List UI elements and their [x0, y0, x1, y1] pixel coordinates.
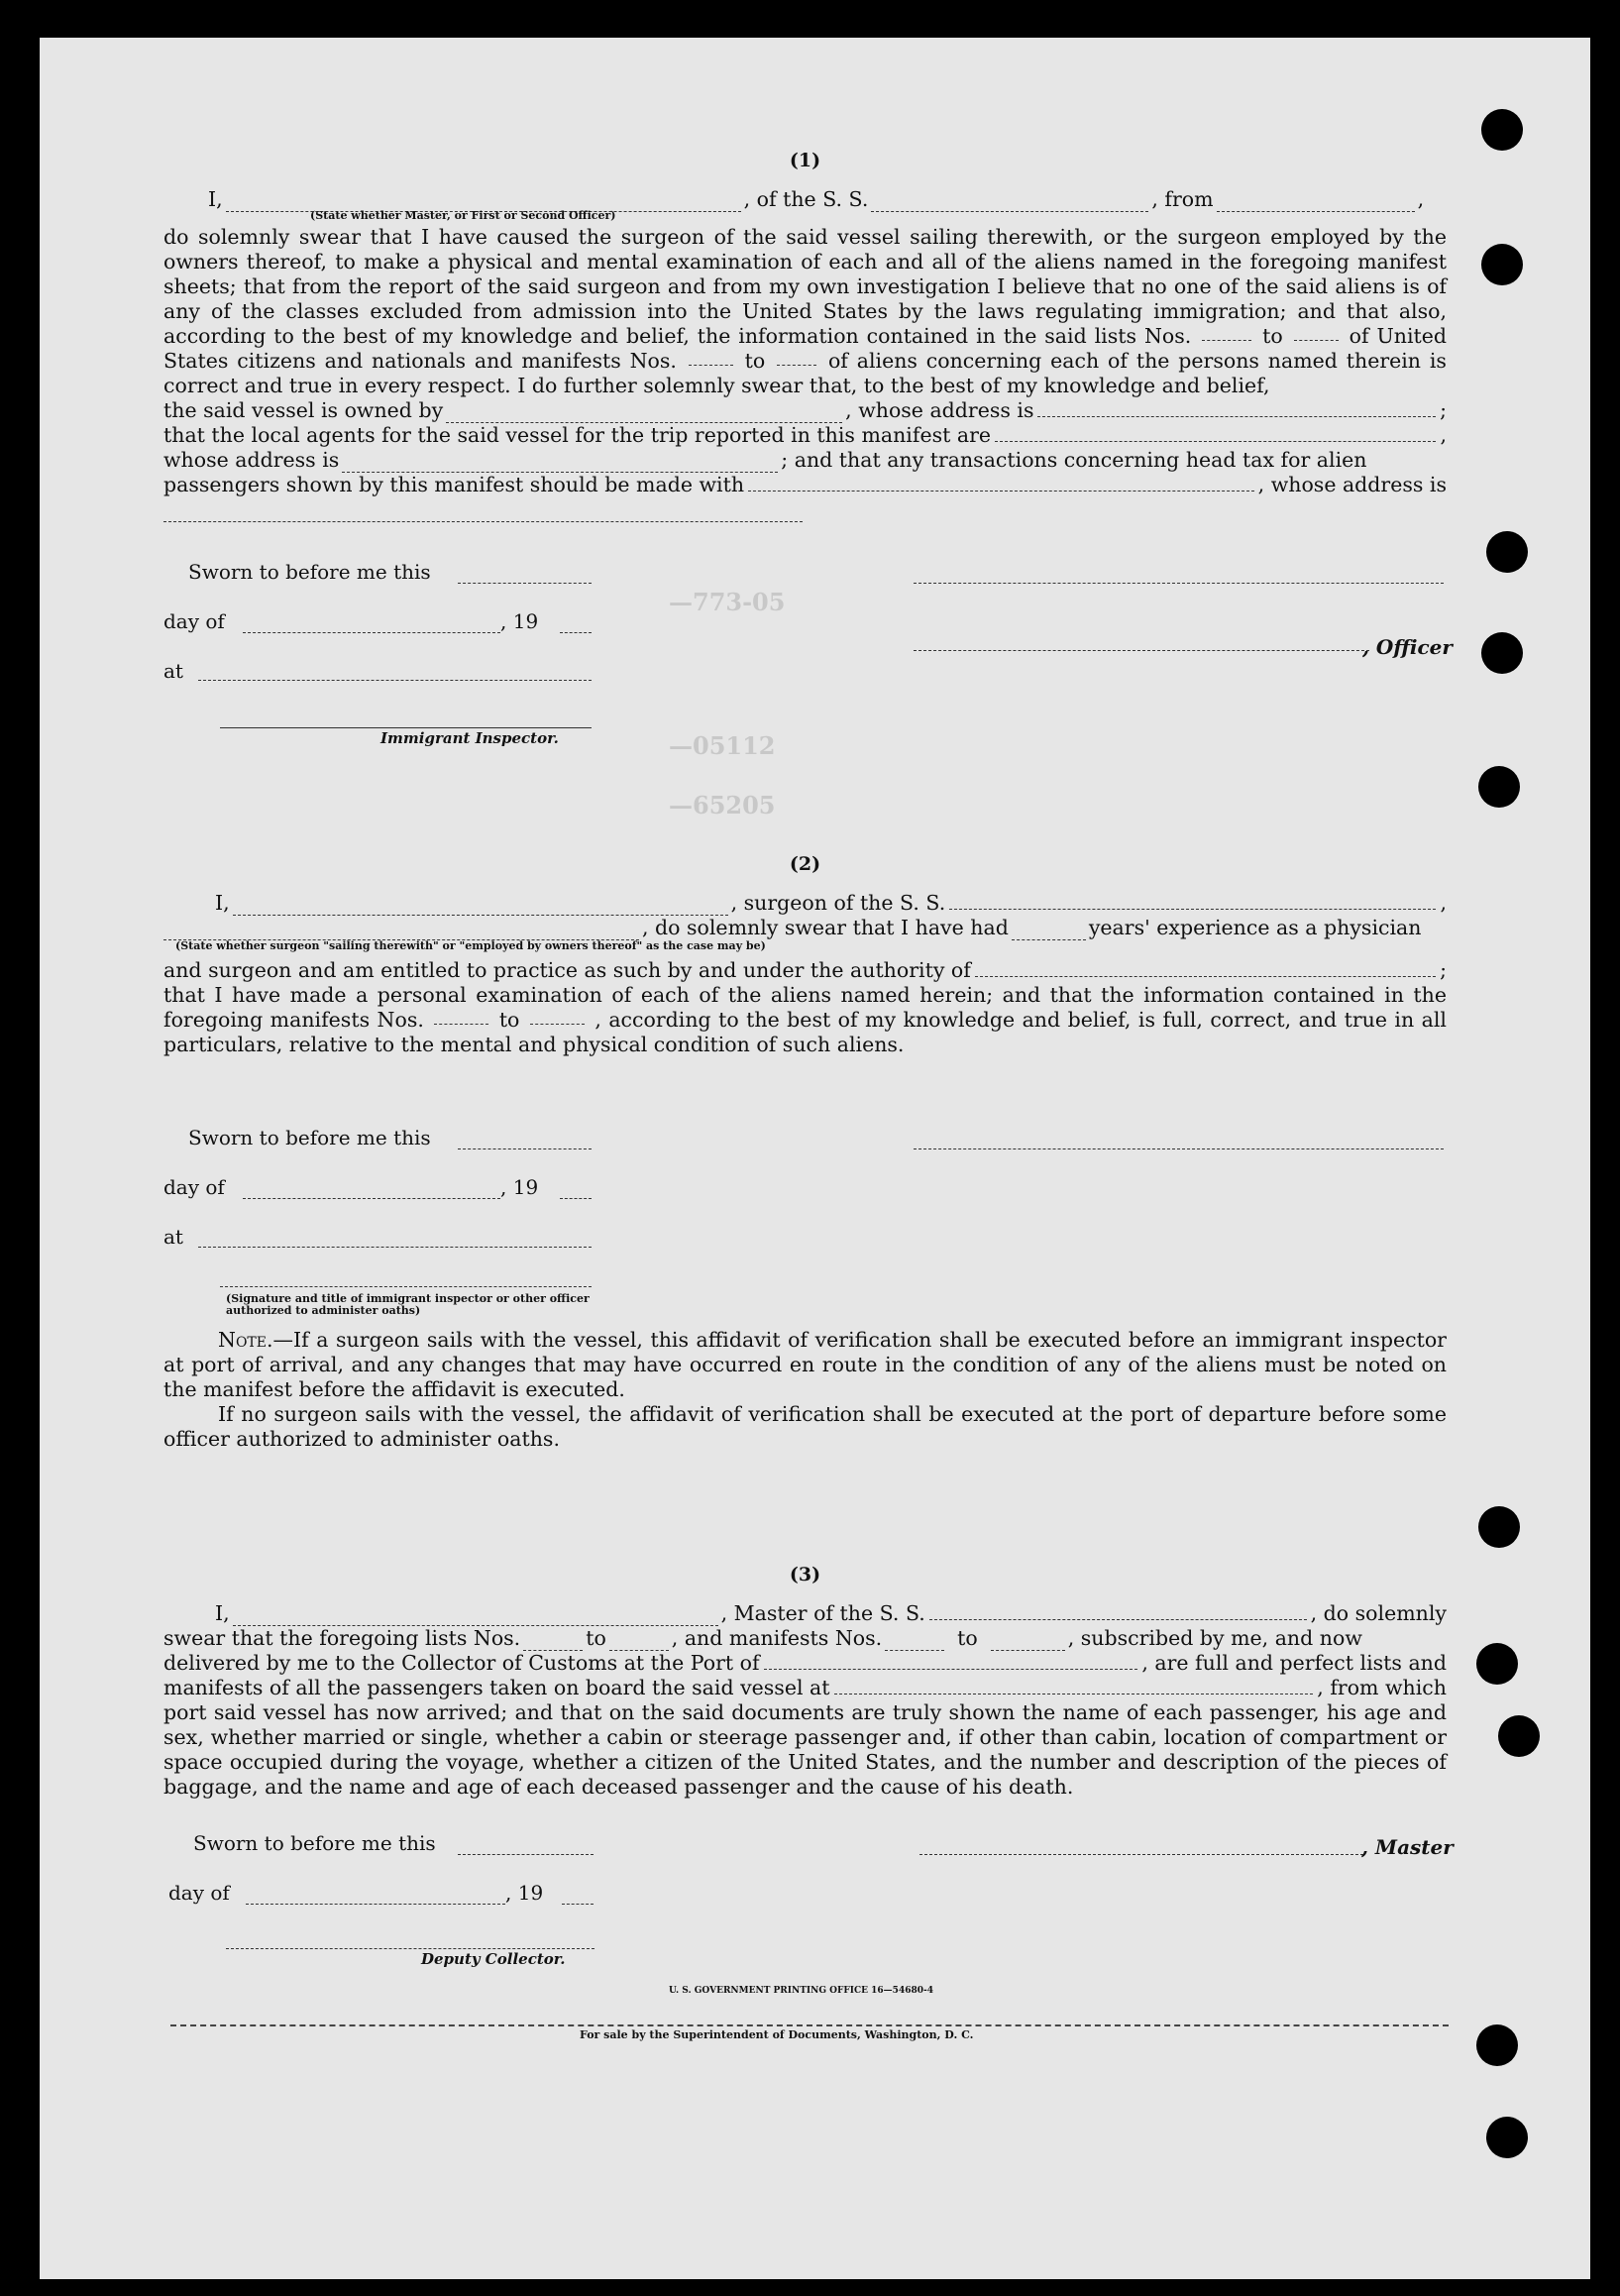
label-to: to	[1262, 324, 1283, 348]
bleed-through: —773-05	[669, 588, 786, 616]
officer-caption: , Officer	[1362, 635, 1453, 659]
lists-line	[163, 1626, 1447, 1651]
oath-text: and surgeon and am entitled to practice as such by and under the authority of	[163, 958, 971, 982]
sworn-day-field[interactable]	[458, 1854, 594, 1855]
label-sworn: Sworn to before me this	[188, 1126, 431, 1149]
label-owned-by: the said vessel is owned by	[163, 398, 444, 422]
oath-text: , do solemnly swear that I have had	[642, 916, 1009, 939]
bleed-through: —05112	[669, 731, 776, 760]
surgeon-signature-line[interactable]	[914, 1148, 1444, 1149]
oath-text: of United States citizens and nationals and manifests Nos.	[163, 324, 1447, 373]
note-paragraph-1	[163, 1328, 1447, 1402]
punctuation: ,	[1440, 423, 1447, 447]
deputy-signature-line[interactable]	[226, 1948, 594, 1949]
note-text: If no surgeon sails with the vessel, the affidavit of verification shall be executed at the port of departure before some officer authorized to administer oaths.	[163, 1402, 1447, 1451]
label-year: , 19	[500, 609, 539, 633]
list-no-to-field[interactable]	[1294, 340, 1339, 341]
port-line	[163, 1651, 1447, 1676]
officer-rank-note: (State whether Master, or First or Second Officer)	[310, 209, 616, 222]
oath-text: , do solemnly	[1310, 1601, 1447, 1625]
label-sworn: Sworn to before me this	[188, 560, 431, 584]
vessel-name-field[interactable]	[871, 211, 1148, 212]
binder-hole	[1498, 1715, 1540, 1757]
section-heading: (2)	[789, 853, 821, 875]
examiner-signature-line[interactable]	[220, 1286, 592, 1287]
vessel-name-field[interactable]	[949, 909, 1436, 910]
oath-text: , according to the best of my knowledge and belief, is full, correct, and true in all particulars, relative to the mental and physical condition of such aliens.	[163, 1008, 1447, 1056]
label-at: at	[163, 1225, 183, 1249]
label-sworn: Sworn to before me this	[193, 1831, 436, 1855]
label-to: to	[586, 1626, 606, 1650]
label-day-of: day of	[168, 1881, 230, 1905]
port-field[interactable]	[764, 1669, 1138, 1670]
oath-text: manifests of all the passengers taken on board the said vessel at	[163, 1676, 830, 1699]
punctuation: ,	[1417, 187, 1425, 211]
affidavit-section-3	[163, 1563, 1447, 1800]
affidavit-section-1	[163, 149, 1447, 522]
manifest-no-to-field[interactable]	[991, 1650, 1065, 1651]
oath-paragraph	[163, 225, 1447, 398]
inspector-signature-line[interactable]	[220, 727, 592, 728]
sworn-day-field[interactable]	[458, 1148, 592, 1149]
oath-text: years' experience as a physician	[1088, 916, 1422, 939]
binder-hole	[1478, 1506, 1520, 1548]
manifest-no-from-field[interactable]	[434, 1024, 488, 1025]
binder-hole	[1486, 531, 1528, 573]
punctuation: ;	[1440, 958, 1447, 982]
label-day-of: day of	[163, 1175, 225, 1199]
label-to: to	[957, 1626, 978, 1650]
binder-hole	[1486, 2117, 1528, 2158]
label-from: , from	[1151, 187, 1214, 211]
label-surgeon-of: , surgeon of the S. S.	[730, 891, 946, 915]
section-heading: (3)	[789, 1564, 821, 1585]
agent-address-line	[163, 448, 1447, 473]
surgeon-paragraph	[163, 983, 1447, 1057]
label-i: I,	[215, 1601, 230, 1625]
binder-hole	[1476, 2024, 1518, 2066]
verification-note	[163, 1328, 1447, 1452]
manifest-no-to-field[interactable]	[530, 1024, 585, 1025]
binder-hole	[1481, 109, 1523, 151]
surgeon-line	[163, 891, 1447, 916]
from-port-field[interactable]	[1217, 211, 1415, 212]
label-year: , 19	[500, 1175, 539, 1199]
list-no-from-field[interactable]	[1202, 340, 1251, 341]
owner-line	[163, 398, 1447, 423]
punctuation: ,	[1440, 891, 1447, 915]
binder-hole	[1478, 766, 1520, 808]
vessel-name-field[interactable]	[929, 1619, 1307, 1620]
years-experience-field[interactable]	[1012, 939, 1086, 940]
oath-text: , from which	[1317, 1676, 1447, 1699]
label-of-ss: , of the S. S.	[743, 187, 869, 211]
binder-hole	[1481, 632, 1523, 674]
section-heading: (1)	[789, 150, 821, 171]
oath-text: of aliens concerning each of the persons named therein is correct and true in every respect. I do further solemnly swear that, to the best of my knowledge and belief,	[163, 349, 1447, 397]
sworn-year-field[interactable]	[562, 1904, 594, 1905]
master-caption: , Master	[1361, 1835, 1454, 1859]
oath-text: , subscribed by me, and now	[1067, 1626, 1362, 1650]
label-day-of: day of	[163, 609, 225, 633]
sworn-month-field[interactable]	[243, 632, 500, 633]
label-master-of: , Master of the S. S.	[720, 1601, 925, 1625]
sale-notice: For sale by the Superintendent of Documents, Washington, D. C.	[580, 2028, 974, 2041]
authority-line	[163, 958, 1447, 983]
note-text: —If a surgeon sails with the vessel, this affidavit of verification shall be executed before an immigrant inspector at port of arrival, and any changes that may have occurred en route in the condition of any of the aliens must be noted on the manifest before the affidavit is executed.	[163, 1328, 1447, 1401]
label-address: whose address is	[163, 448, 340, 472]
oath-text: do solemnly swear that I have caused the surgeon of the said vessel sailing therewith, or the surgeon employed by the owners thereof, to make a physical and mental examination of each and all of the aliens named in the foregoing manifest sheets; that from the report of the said surgeon and from my own investigation I believe that no one of the said aliens is of any of the classes excluded from admission into the United States by the laws regulating immigration; and that also, according to the best of my knowledge and belief, the information contained in the said lists Nos.	[163, 225, 1447, 348]
oath-text: swear that the foregoing lists Nos.	[163, 1626, 521, 1650]
signature-note: (Signature and title of immigrant inspector or other officer authorized to administer oaths)	[226, 1292, 590, 1317]
sworn-place-field[interactable]	[198, 1247, 592, 1248]
label-i: I,	[215, 891, 230, 915]
label-year: , 19	[505, 1881, 544, 1905]
officer-signature-line-2[interactable]	[914, 650, 1369, 651]
master-signature-line[interactable]	[919, 1854, 1363, 1855]
sworn-place-field[interactable]	[198, 680, 592, 681]
footer-rule	[170, 2024, 1449, 2026]
punctuation: ;	[1440, 398, 1447, 422]
headtax-party-field[interactable]	[748, 491, 1254, 492]
headtax-line	[163, 473, 1447, 497]
label-to: to	[498, 1008, 520, 1032]
label-at: at	[163, 659, 183, 683]
label-i: I,	[208, 187, 223, 211]
headtax-text: passengers shown by this manifest should be made with	[163, 473, 745, 496]
oath-text: delivered by me to the Collector of Customs at the Port of	[163, 1651, 760, 1675]
authority-field[interactable]	[975, 976, 1436, 977]
manifest-no-to-field[interactable]	[777, 365, 816, 366]
note-paragraph-2	[163, 1402, 1447, 1452]
binder-hole	[1481, 244, 1523, 285]
oath-text: , are full and perfect lists and	[1141, 1651, 1447, 1675]
sworn-day-field[interactable]	[458, 583, 592, 584]
master-line	[163, 1601, 1447, 1626]
oath-text: , and manifests Nos.	[671, 1626, 883, 1650]
surgeon-status-note: (State whether surgeon "sailing therewith" or "employed by owners thereof" as the case may be)	[175, 939, 766, 952]
label-address: , whose address is	[1257, 473, 1447, 496]
inspector-caption: Immigrant Inspector.	[380, 729, 559, 747]
manifest-no-from-field[interactable]	[885, 1650, 944, 1651]
officer-signature-line-1[interactable]	[914, 583, 1444, 584]
experience-line	[163, 916, 1447, 940]
manifest-no-from-field[interactable]	[689, 365, 733, 366]
oath-text: that I have made a personal examination of each of the aliens named herein; and that the information contained in the foregoing manifests Nos.	[163, 983, 1447, 1032]
agents-line	[163, 423, 1447, 448]
headtax-text: ; and that any transactions concerning head tax for alien	[781, 448, 1367, 472]
owner-address-field[interactable]	[1037, 416, 1436, 417]
affidavit-section-2	[163, 852, 1447, 1057]
master-paragraph: port said vessel has now arrived; and that on the said documents are truly shown the name of each passenger, his age and sex, whether married or single, whether a cabin or steerage passenger and, if other than cabin, location of compartment or space occupied during the voyage, whether a citizen of the United States, and the number and description of the pieces of baggage, and the name and age of each deceased passenger and the cause of his death.	[163, 1700, 1447, 1799]
embarkation-port-field[interactable]	[834, 1694, 1314, 1695]
sworn-month-field[interactable]	[243, 1198, 500, 1199]
deputy-caption: Deputy Collector.	[421, 1950, 566, 1968]
label-address: , whose address is	[845, 398, 1034, 422]
label-to: to	[744, 349, 766, 373]
sworn-year-field[interactable]	[560, 632, 592, 633]
headtax-address-line	[163, 497, 1447, 522]
sworn-year-field[interactable]	[560, 1198, 592, 1199]
agents-field[interactable]	[995, 441, 1436, 442]
gpo-imprint: U. S. GOVERNMENT PRINTING OFFICE 16—54680-4	[669, 1986, 933, 1996]
headtax-address-field[interactable]	[163, 521, 803, 522]
label-agents: that the local agents for the said vessel for the trip reported in this manifest are	[163, 423, 992, 447]
bleed-through: —65205	[669, 791, 776, 820]
sworn-month-field[interactable]	[246, 1904, 505, 1905]
embark-line	[163, 1676, 1447, 1700]
note-label: Note.	[218, 1328, 273, 1352]
binder-hole	[1476, 1643, 1518, 1685]
